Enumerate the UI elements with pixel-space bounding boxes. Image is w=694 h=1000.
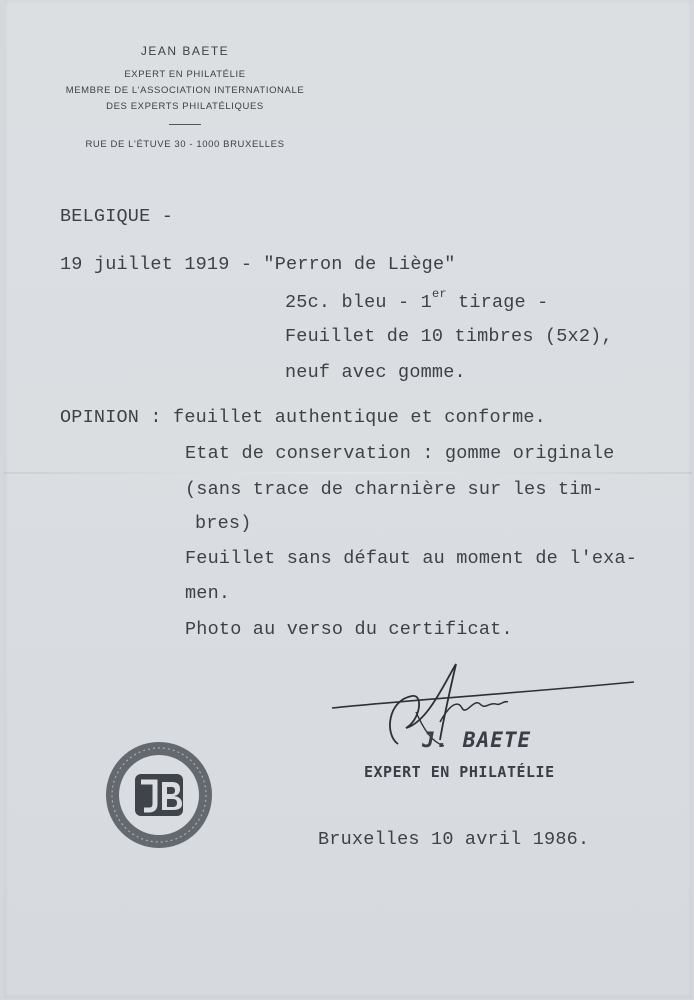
photo-line: Photo au verso du certificat. <box>185 619 513 640</box>
state-line-1: Etat de conservation : gomme originale <box>185 443 615 464</box>
stamp-title: EXPERT EN PHILATÉLIE <box>364 763 555 781</box>
ordinal-superscript: er <box>431 287 447 301</box>
detail-line-2: Feuillet de 10 timbres (5x2), <box>285 326 613 347</box>
detail-line-1 <box>285 287 549 314</box>
state-line-3: bres) <box>195 513 252 534</box>
detail-line-1-post: tirage - <box>446 292 549 314</box>
monogram-seal <box>104 740 214 850</box>
defect-line-1: Feuillet sans défaut au moment de l'exa- <box>185 548 638 569</box>
detail-line-1-pre: 25c. bleu - 1 <box>285 292 432 314</box>
state-line-2: (sans trace de charnière sur les tim- <box>185 479 604 500</box>
detail-line-3: neuf avec gomme. <box>285 362 466 383</box>
date-line: Bruxelles 10 avril 1986. <box>318 829 590 850</box>
issue-line: 19 juillet 1919 - "Perron de Liège" <box>60 254 456 275</box>
letterhead-line-2: MEMBRE DE L'ASSOCIATION INTERNATIONALE <box>65 85 305 96</box>
letterhead-line-3: DES EXPERTS PHILATÉLIQUES <box>106 101 264 112</box>
letterhead-address: RUE DE L'ÉTUVE 30 - 1000 BRUXELLES <box>85 139 285 150</box>
letterhead-line-1: EXPERT EN PHILATÉLIE <box>124 69 246 80</box>
monogram-seal-graphic <box>104 740 214 850</box>
letterhead-divider <box>169 124 201 125</box>
fold-crease <box>4 472 692 474</box>
country-line: BELGIQUE - <box>60 206 174 227</box>
letterhead <box>40 44 330 150</box>
stamp-name: J. BAETE <box>422 728 532 752</box>
letterhead-name: JEAN BAETE <box>140 44 230 58</box>
defect-line-2: men. <box>185 583 231 604</box>
opinion-line: OPINION : feuillet authentique et conforme. <box>60 407 546 428</box>
